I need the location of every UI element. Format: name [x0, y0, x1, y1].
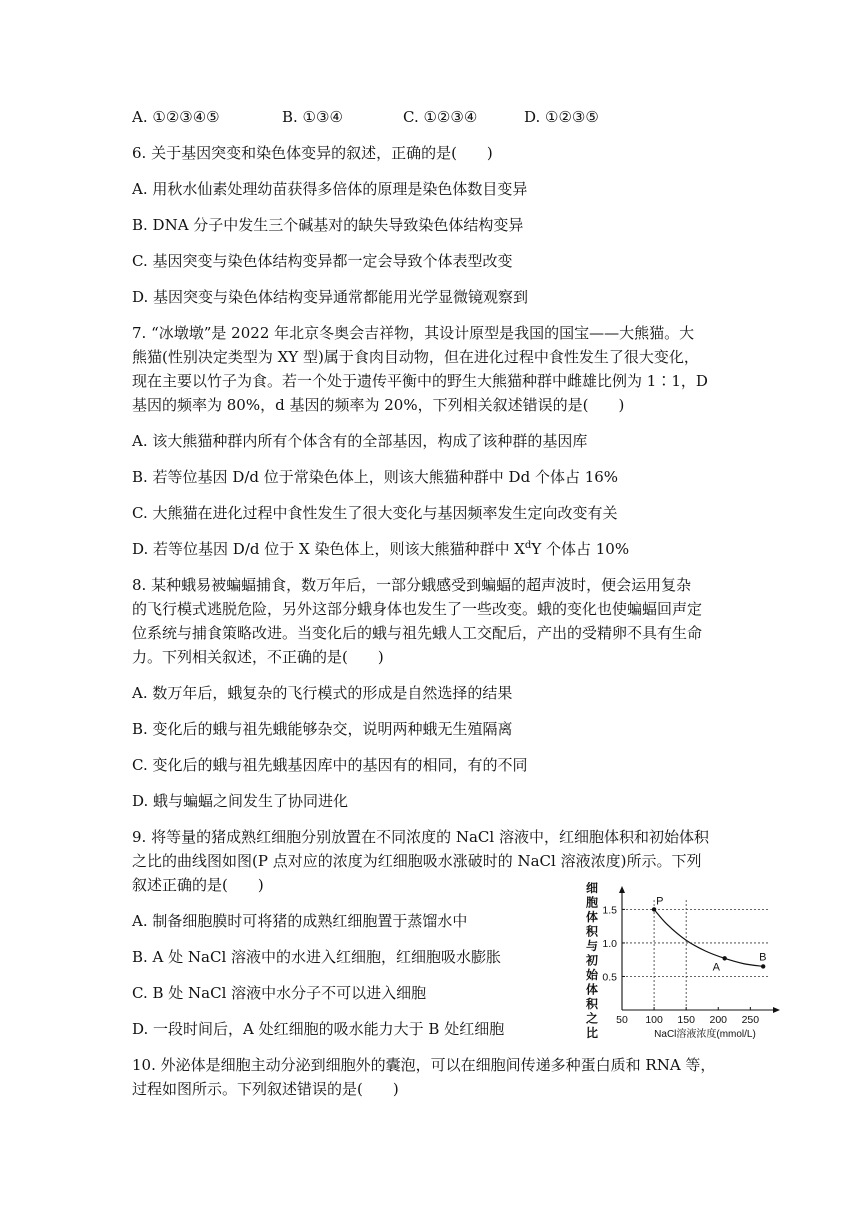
q9-option-d: D. 一段时间后，A 处红细胞的吸水能力大于 B 处红细胞 — [132, 1020, 505, 1038]
chart-x-tick-label: 150 — [677, 1014, 695, 1026]
q5-option-d: D. ①②③⑤ — [524, 108, 599, 126]
chart-y-label-char: 体 — [585, 982, 599, 997]
q5-option-a: A. ①②③④⑤ — [132, 108, 220, 126]
chart-y-tick-label: 1.5 — [602, 904, 617, 917]
chart-y-label-char: 与 — [585, 939, 599, 953]
q8-stem-line4: 力。下列相关叙述，不正确的是( ) — [132, 648, 384, 666]
q7-option-a: A. 该大熊猫种群内所有个体含有的全部基因，构成了该种群的基因库 — [132, 432, 588, 450]
chart-y-label-char: 积 — [585, 997, 599, 1011]
q7-option-d-superscript: d — [524, 540, 532, 551]
chart-ticks — [602, 904, 759, 1026]
q7-option-d — [132, 539, 629, 559]
chart-x-tick-label: 250 — [741, 1014, 760, 1026]
q5-options — [132, 107, 599, 127]
chart-point-a — [722, 956, 726, 960]
chart-y-axis-label — [585, 882, 599, 1040]
chart-points — [652, 895, 767, 973]
chart-point-p — [652, 907, 656, 911]
chart-x-axis-label: NaCl溶液浓度(mmol/L) — [654, 1029, 756, 1040]
chart-y-label-char: 胞 — [585, 895, 599, 910]
q8-stem-line3: 位系统与捕食策略改进。当变化后的蛾与祖先蛾人工交配后，产出的受精卵不具有生命 — [132, 624, 703, 642]
q6-stem: 6. 关于基因突变和染色体变异的叙述，正确的是( ) — [132, 144, 493, 162]
q7-stem-line2: 熊猫(性别决定类型为 XY 型)属于食肉目动物，但在进化过程中食性发生了很大变化， — [132, 348, 699, 366]
q9-option-b: B. A 处 NaCl 溶液中的水进入红细胞，红细胞吸水膨胀 — [132, 948, 502, 966]
chart-y-label-char: 体 — [585, 910, 599, 924]
chart-y-label-char: 之 — [585, 1011, 599, 1026]
chart-y-label-char: 始 — [585, 968, 599, 982]
chart-point-label-p: P — [656, 895, 664, 908]
q7-stem-line4: 基因的频率为 80%，d 基因的频率为 20%，下列相关叙述错误的是( ) — [132, 396, 625, 414]
q8-option-b: B. 变化后的蛾与祖先蛾能够杂交，说明两种蛾无生殖隔离 — [132, 720, 513, 738]
q8-stem-line1: 8. 某种蛾易被蝙蝠捕食，数万年后，一部分蛾感受到蝙蝠的超声波时，便会运用复杂 — [132, 576, 692, 594]
q9-stem-line1: 9. 将等量的猪成熟红细胞分别放置在不同浓度的 NaCl 溶液中，红细胞体积和初始体积 — [132, 828, 709, 846]
q6-option-c: C. 基因突变与染色体结构变异都一定会导致个体表型改变 — [132, 252, 513, 270]
chart-y-label-char: 细 — [585, 882, 599, 895]
q10-stem-line2: 过程如图所示。下列叙述错误的是( ) — [132, 1080, 399, 1098]
chart-series-line — [654, 909, 763, 966]
q9-option-c: C. B 处 NaCl 溶液中水分子不可以进入细胞 — [132, 984, 427, 1002]
chart-series — [654, 909, 763, 966]
chart-y-label-char: 积 — [585, 924, 599, 939]
q9-stem-line3: 叙述正确的是( ) — [132, 876, 264, 894]
q10-stem-line1: 10. 外泌体是细胞主动分泌到细胞外的囊泡，可以在细胞间传递多种蛋白质和 RNA 等， — [132, 1056, 716, 1074]
q6-option-b: B. DNA 分子中发生三个碱基对的缺失导致染色体结构变异 — [132, 216, 524, 234]
q9-stem-line2: 之比的曲线图如图(P 点对应的浓度为红细胞吸水涨破时的 NaCl 溶液浓度)所示。下列 — [132, 852, 702, 870]
q8-option-a: A. 数万年后，蛾复杂的飞行模式的形成是自然选择的结果 — [132, 684, 513, 702]
chart-point-b — [761, 964, 765, 968]
q7-option-d-pre: D. 若等位基因 D/d 位于 X 染色体上，则该大熊猫种群中 X — [132, 540, 525, 558]
q7-option-b: B. 若等位基因 D/d 位于常染色体上，则该大熊猫种群中 Dd 个体占 16% — [132, 468, 619, 486]
q5-option-c: C. ①②③④ — [403, 108, 478, 126]
chart-x-tick-label: 50 — [616, 1014, 628, 1026]
q8-option-d: D. 蛾与蝙蝠之间发生了协同进化 — [132, 792, 349, 810]
chart-x-tick-label: 100 — [645, 1014, 663, 1026]
q7-option-c: C. 大熊猫在进化过程中食性发生了很大变化与基因频率发生定向改变有关 — [132, 504, 618, 522]
chart-y-label-char: 初 — [585, 953, 599, 968]
chart-x-axis-arrow — [773, 1007, 780, 1013]
q6-option-d: D. 基因突变与染色体结构变异通常都能用光学显微镜观察到 — [132, 288, 529, 306]
chart-y-tick-label: 1.0 — [602, 937, 617, 950]
q7-stem-line1: 7. “冰墩墩”是 2022 年北京冬奥会吉祥物，其设计原型是我国的国宝——大熊猫。大 — [132, 324, 695, 342]
chart-y-axis-arrow — [619, 886, 625, 893]
chart-x-tick-label: 200 — [709, 1014, 728, 1026]
q7-option-d-post: Y 个体占 10% — [531, 540, 630, 558]
chart-y-tick-label: 0.5 — [602, 971, 617, 984]
q8-stem-line2: 的飞行模式逃脱危险，另外这部分蛾身体也发生了一些改变。蛾的变化也使蝙蝠回声定 — [132, 600, 703, 618]
q7-stem-line3: 现在主要以竹子为食。若一个处于遗传平衡中的野生大熊猫种群中雌雄比例为 1∶1，D — [132, 372, 708, 390]
q8-option-c: C. 变化后的蛾与祖先蛾基因库中的基因有的相同，有的不同 — [132, 756, 528, 774]
chart-point-label-b: B — [759, 951, 767, 964]
cell-volume-chart — [580, 882, 780, 1042]
q6-option-a: A. 用秋水仙素处理幼苗获得多倍体的原理是染色体数目变异 — [132, 180, 528, 198]
chart-guides — [622, 900, 768, 1010]
chart-point-label-a: A — [712, 961, 721, 974]
q9-option-a: A. 制备细胞膜时可将猪的成熟红细胞置于蒸馏水中 — [132, 912, 468, 930]
chart-y-label-char: 比 — [585, 1026, 599, 1040]
chart-axes — [619, 886, 780, 1013]
q5-option-b: B. ①③④ — [282, 108, 343, 126]
